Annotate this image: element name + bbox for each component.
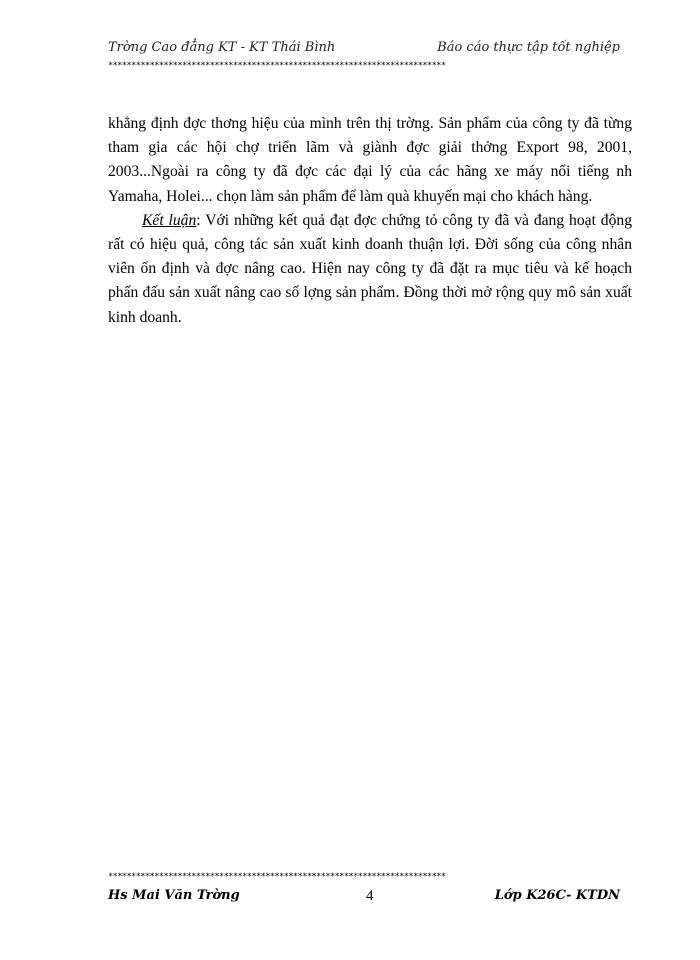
header-school-name: Trờng Cao đẳng KT - KT Thái Bình — [108, 40, 336, 55]
paragraph-achievements: khẳng định đợc thơng hiệu của mình trên thị trờng. Sản phẩm của công ty đã từng tham gia các hội chợ triển lãm và giành đợc giải thởng Export 98, 2001, 2003...Ngoài ra công ty đã đợc các đại lý của các hãng xe máy nổi tiếng nh Yamaha, Holei... chọn làm sản phẩm để làm quà khuyến mại cho khách hàng. — [108, 115, 632, 205]
footer-class-name: Lớp K26C- KTDN — [494, 888, 620, 903]
page-footer — [108, 888, 620, 912]
header-star-divider: ************************************************************************* — [108, 61, 446, 71]
document-body — [108, 112, 632, 330]
header-report-title: Báo cáo thực tập tốt nghiệp — [437, 40, 620, 55]
paragraph-conclusion — [108, 209, 632, 330]
conclusion-label: Kết luận — [142, 211, 197, 229]
footer-student-name: Hs Mai Văn Trờng — [108, 888, 240, 903]
conclusion-text: : Với những kết quả đạt đợc chứng tỏ công ty đã và đang hoạt động rất có hiệu quả, công tác sản xuất kinh doanh thuận lợi. Đời sống của công nhân viên ổn định và đợc nâng cao. Hiện nay công ty đã đặt ra mục tiêu và kế hoạch phấn đấu sản xuất nâng cao số lợng sản phẩm. Đồng thời mở rộng quy mô sản xuất kinh doanh. — [108, 211, 632, 326]
page-header — [108, 40, 620, 60]
page-number: 4 — [366, 888, 374, 904]
footer-star-divider: ************************************************************************* — [108, 872, 446, 882]
